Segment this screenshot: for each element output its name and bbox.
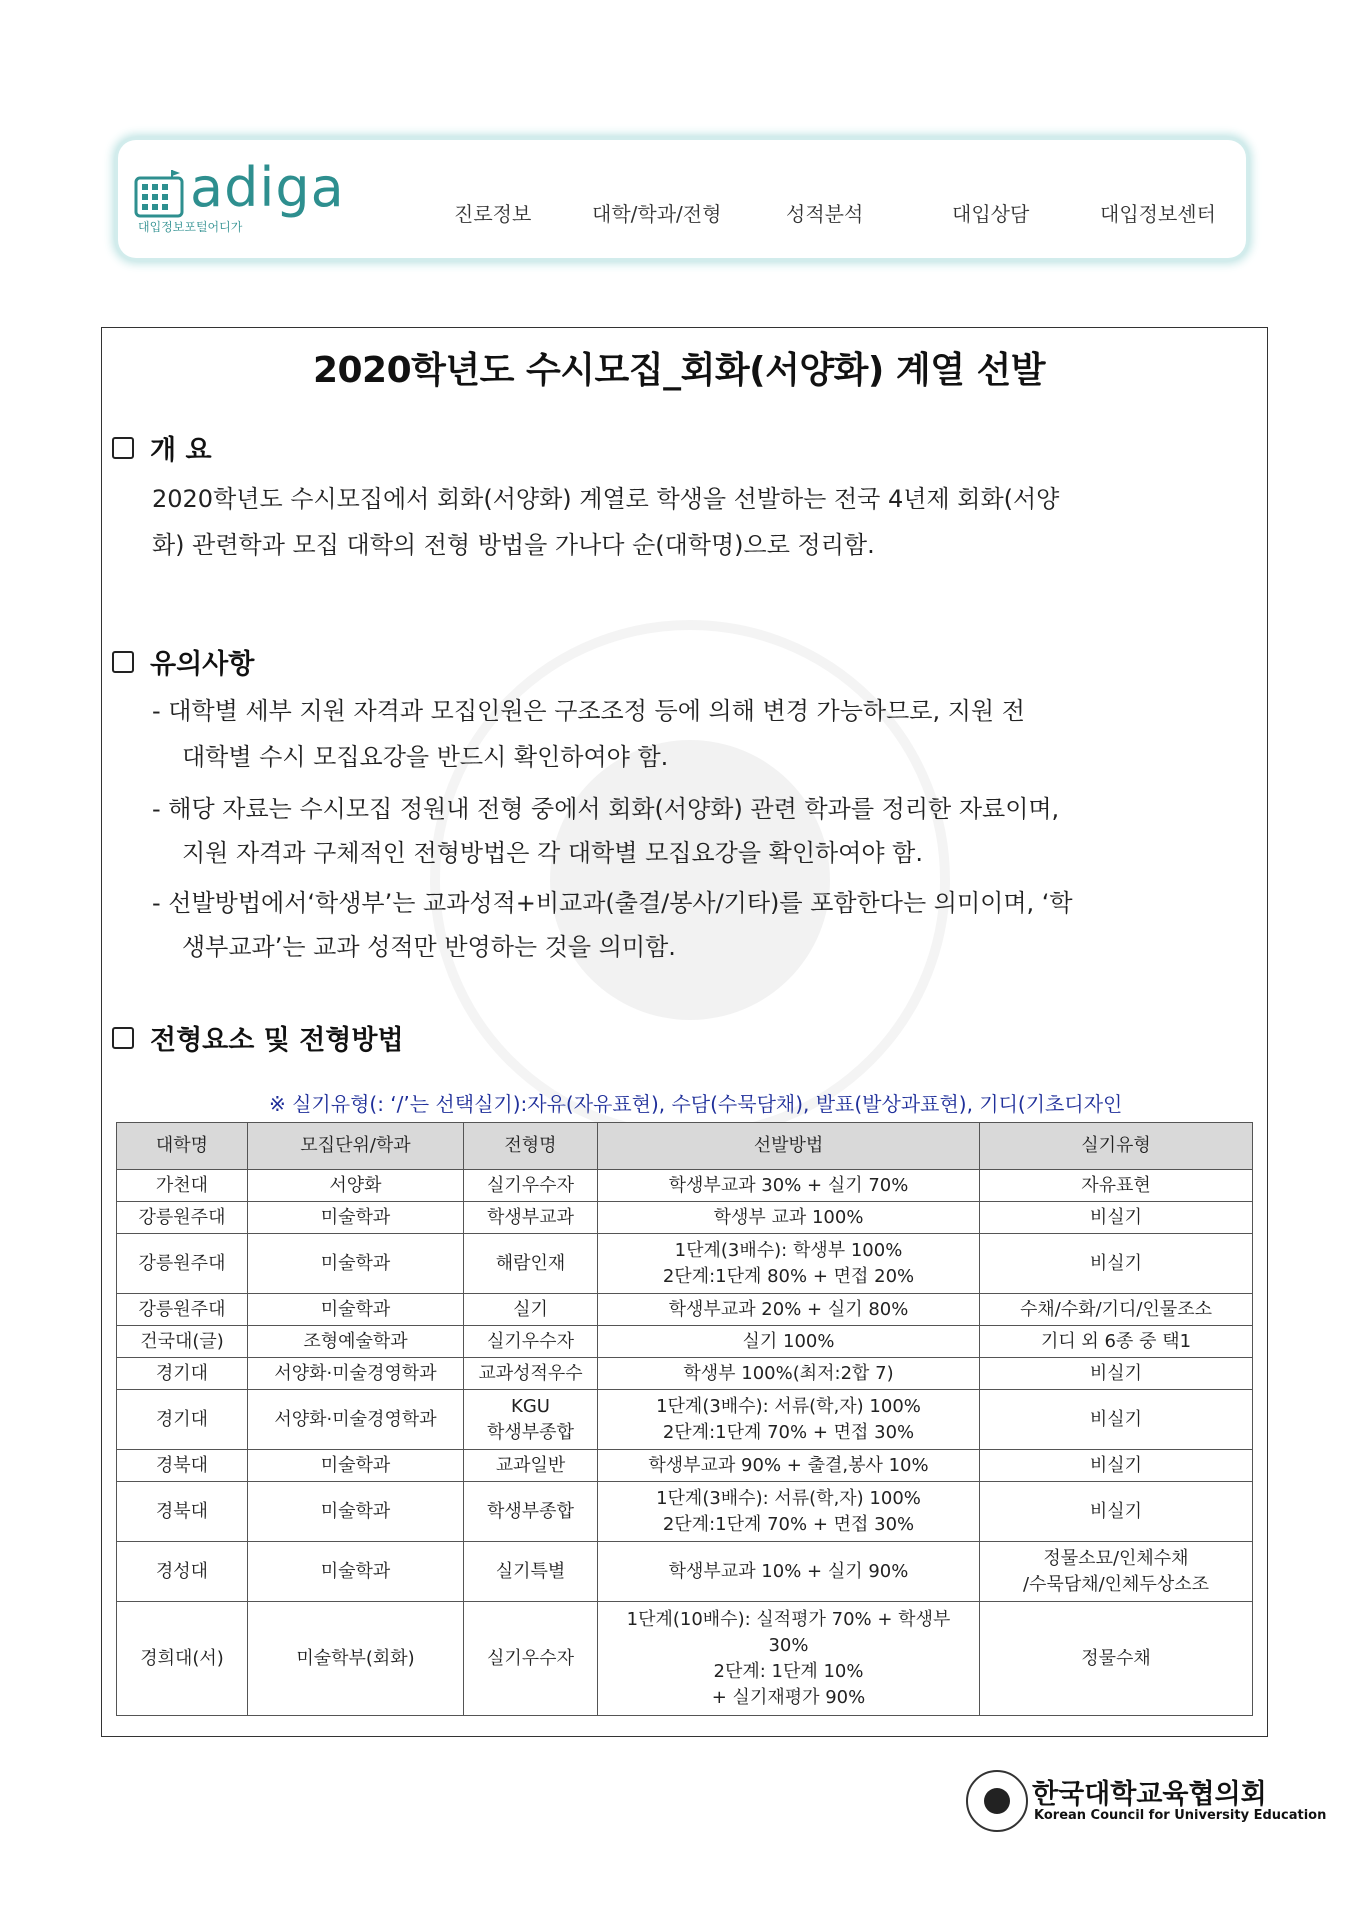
cell-practical-type-line: 기디 외 6종 중 택1	[1040, 1330, 1192, 1352]
cell-admission-line: 실기	[513, 1298, 548, 1320]
method-heading: 전형요소 및 전형방법	[112, 1018, 404, 1057]
cell-practical-type-line: 비실기	[1089, 1252, 1143, 1274]
cell-practical-type-line: 정물소묘/인체수채	[1043, 1547, 1189, 1569]
header-method: 선발방법	[598, 1123, 980, 1170]
cell-method-line: 학생부 교과 100%	[713, 1206, 864, 1228]
cell-practical-type	[980, 1358, 1253, 1390]
cell-admission-line: 해람인재	[495, 1252, 566, 1274]
cell-dept: 미술학부(회화)	[248, 1602, 464, 1716]
cell-practical-type	[980, 1326, 1253, 1358]
table-row	[117, 1450, 1253, 1482]
cell-method-line: 학생부교과 90% + 출결,봉사 10%	[648, 1454, 929, 1476]
cell-univ: 강릉원주대	[117, 1294, 248, 1326]
cell-dept: 조형예술학과	[248, 1326, 464, 1358]
table-row	[117, 1326, 1253, 1358]
cell-method	[598, 1602, 980, 1716]
cell-method	[598, 1542, 980, 1602]
cell-admission	[464, 1542, 598, 1602]
cell-method	[598, 1170, 980, 1202]
cell-univ: 경북대	[117, 1450, 248, 1482]
cell-admission-line: 학생부교과	[487, 1206, 574, 1228]
cell-practical-type-line: 자유표현	[1081, 1174, 1151, 1196]
overview-heading: 개 요	[112, 428, 212, 467]
cell-method-line: 2단계:1단계 70% + 면접 30%	[662, 1513, 915, 1535]
notes-line-3: - 해당 자료는 수시모집 정원내 전형 중에서 회화(서양화) 관련 학과를 정리한 자료이며,	[152, 795, 1060, 823]
document-title: 2020학년도 수시모집_회화(서양화) 계열 선발	[312, 350, 1046, 391]
cell-univ: 경기대	[117, 1358, 248, 1390]
practical-type-note: ※ 실기유형(: ‘/’는 선택실기):자유(자유표현), 수담(수묵담채), 발표(발상과표현), 기디(기초디자인	[269, 1092, 1123, 1116]
table-header-row	[117, 1123, 1253, 1170]
table-row	[117, 1482, 1253, 1542]
cell-method	[598, 1358, 980, 1390]
cell-practical-type	[980, 1482, 1253, 1542]
header-practical-type: 실기유형	[980, 1123, 1253, 1170]
cell-method-line: 학생부교과 20% + 실기 80%	[668, 1298, 909, 1320]
cell-practical-type-line: 비실기	[1089, 1500, 1143, 1522]
cell-method	[598, 1294, 980, 1326]
table-row	[117, 1602, 1253, 1716]
cell-admission-line: KGU	[511, 1395, 550, 1417]
cell-method-line: 2단계: 1단계 10%	[713, 1660, 864, 1682]
cell-dept: 서양화	[248, 1170, 464, 1202]
table-row	[117, 1390, 1253, 1450]
cell-practical-type-line: 비실기	[1089, 1408, 1143, 1430]
cell-practical-type	[980, 1170, 1253, 1202]
logo-wordmark: adiga	[190, 156, 345, 219]
cell-method-line: 1단계(3배수): 서류(학,자) 100%	[656, 1395, 921, 1417]
cell-admission-line: 실기우수자	[487, 1647, 574, 1669]
cell-method	[598, 1482, 980, 1542]
cell-method-line: 30%	[768, 1634, 809, 1656]
header-banner	[118, 140, 1246, 258]
notes-line-4: 지원 자격과 구체적인 전형방법은 각 대학별 모집요강을 확인하여야 함.	[182, 839, 923, 867]
notes-line-2: 대학별 수시 모집요강을 반드시 확인하여야 함.	[182, 743, 669, 771]
cell-admission-line: 실기우수자	[487, 1330, 574, 1352]
cell-practical-type-line: /수묵담채/인체두상소조	[1022, 1573, 1209, 1595]
cell-admission-line: 교과일반	[495, 1454, 566, 1476]
cell-univ: 건국대(글)	[117, 1326, 248, 1358]
cell-dept: 미술학과	[248, 1542, 464, 1602]
overview-line-2: 화) 관련학과 모집 대학의 전형 방법을 가나다 순(대학명)으로 정리함.	[152, 531, 875, 559]
table-row	[117, 1358, 1253, 1390]
cell-admission	[464, 1234, 598, 1294]
cell-method-line: 1단계(10배수): 실적평가 70% + 학생부	[626, 1608, 951, 1630]
footer-org-en: Korean Council for University Education	[1034, 1808, 1327, 1823]
cell-practical-type	[980, 1542, 1253, 1602]
cell-practical-type	[980, 1202, 1253, 1234]
cell-admission	[464, 1450, 598, 1482]
notes-line-6: 생부교과’는 교과 성적만 반영하는 것을 의미함.	[182, 933, 676, 961]
cell-practical-type-line: 정물수채	[1081, 1647, 1151, 1669]
footer-org-ko: 한국대학교육협의회	[1032, 1779, 1267, 1810]
cell-univ: 강릉원주대	[117, 1202, 248, 1234]
cell-univ: 경기대	[117, 1390, 248, 1450]
notes-heading: 유의사항	[112, 642, 254, 681]
cell-admission-line: 실기특별	[495, 1560, 566, 1582]
checkbox-icon	[112, 651, 134, 673]
header-dept: 모집단위/학과	[248, 1123, 464, 1170]
cell-admission-line: 학생부종합	[487, 1421, 574, 1443]
cell-admission	[464, 1358, 598, 1390]
header-univ: 대학명	[117, 1123, 248, 1170]
cell-admission	[464, 1202, 598, 1234]
cell-univ: 경희대(서)	[117, 1602, 248, 1716]
cell-method	[598, 1202, 980, 1234]
checkbox-icon	[112, 1027, 134, 1049]
cell-admission-line: 실기우수자	[487, 1174, 574, 1196]
cell-method-line: 2단계:1단계 70% + 면접 30%	[662, 1421, 915, 1443]
cell-admission	[464, 1170, 598, 1202]
cell-method-line: 학생부교과 10% + 실기 90%	[668, 1560, 909, 1582]
cell-practical-type-line: 수채/수화/기디/인물조소	[1019, 1298, 1213, 1320]
cell-dept: 미술학과	[248, 1482, 464, 1542]
adiga-logo[interactable]	[132, 156, 362, 242]
notes-line-5: - 선발방법에서‘학생부’는 교과성적+비교과(출결/봉사/기타)를 포함한다는 의미이며, ‘학	[152, 889, 1073, 917]
cell-method-line: 실기 100%	[742, 1330, 835, 1352]
cell-dept: 미술학과	[248, 1234, 464, 1294]
table-row	[117, 1202, 1253, 1234]
cell-admission	[464, 1482, 598, 1542]
table-row	[117, 1170, 1253, 1202]
cell-admission-line: 학생부종합	[487, 1500, 574, 1522]
cell-practical-type-line: 비실기	[1089, 1454, 1143, 1476]
cell-method-line: 학생부교과 30% + 실기 70%	[668, 1174, 909, 1196]
cell-practical-type	[980, 1602, 1253, 1716]
nav-consulting[interactable]: 대입상담	[952, 202, 1030, 226]
cell-practical-type-line: 비실기	[1089, 1206, 1143, 1228]
cell-practical-type	[980, 1294, 1253, 1326]
cell-method-line: + 실기재평가 90%	[711, 1686, 866, 1708]
cell-method-line: 2단계:1단계 80% + 면접 20%	[662, 1265, 915, 1287]
cell-univ: 강릉원주대	[117, 1234, 248, 1294]
cell-univ: 경성대	[117, 1542, 248, 1602]
cell-admission	[464, 1390, 598, 1450]
cell-method-line: 학생부 100%(최저:2합 7)	[683, 1362, 894, 1384]
cell-admission	[464, 1326, 598, 1358]
cell-practical-type-line: 비실기	[1089, 1362, 1143, 1384]
nav-score-analysis[interactable]: 성적분석	[786, 202, 864, 226]
selection-table	[116, 1122, 1253, 1716]
nav-career[interactable]: 진로정보	[454, 202, 532, 226]
table-row	[117, 1542, 1253, 1602]
cell-dept: 미술학과	[248, 1450, 464, 1482]
nav-univ-dept[interactable]: 대학/학과/전형	[592, 202, 722, 226]
cell-method-line: 1단계(3배수): 서류(학,자) 100%	[656, 1487, 921, 1509]
kcue-seal-icon	[966, 1770, 1028, 1832]
cell-practical-type	[980, 1450, 1253, 1482]
cell-univ: 경북대	[117, 1482, 248, 1542]
checkbox-icon	[112, 437, 134, 459]
overview-line-1: 2020학년도 수시모집에서 회화(서양화) 계열로 학생을 선발하는 전국 4년제 회화(서양	[152, 485, 1060, 513]
cell-method-line: 1단계(3배수): 학생부 100%	[674, 1239, 903, 1261]
logo-subtitle: 대입정보포털어디가	[138, 220, 243, 234]
table-row	[117, 1234, 1253, 1294]
cell-practical-type	[980, 1234, 1253, 1294]
cell-practical-type	[980, 1390, 1253, 1450]
nav-info-center[interactable]: 대입정보센터	[1100, 202, 1216, 226]
cell-method	[598, 1234, 980, 1294]
cell-method	[598, 1450, 980, 1482]
cell-dept: 서양화·미술경영학과	[248, 1390, 464, 1450]
cell-univ: 가천대	[117, 1170, 248, 1202]
cell-method	[598, 1326, 980, 1358]
notes-line-1: - 대학별 세부 지원 자격과 모집인원은 구조조정 등에 의해 변경 가능하므로, 지원 전	[152, 697, 1025, 725]
header-admission: 전형명	[464, 1123, 598, 1170]
table-row	[117, 1294, 1253, 1326]
cell-dept: 서양화·미술경영학과	[248, 1358, 464, 1390]
cell-admission	[464, 1602, 598, 1716]
cell-method	[598, 1390, 980, 1450]
cell-admission-line: 교과성적우수	[478, 1362, 583, 1384]
cell-admission	[464, 1294, 598, 1326]
cell-dept: 미술학과	[248, 1202, 464, 1234]
cell-dept: 미술학과	[248, 1294, 464, 1326]
